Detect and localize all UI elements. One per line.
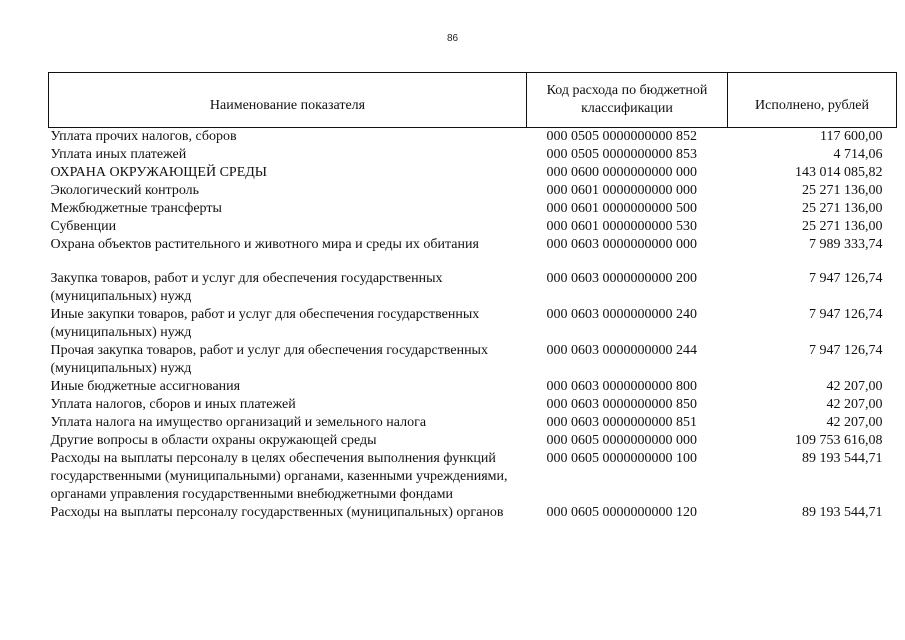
table-row bbox=[49, 146, 897, 164]
row-name: Уплата прочих налогов, сборов bbox=[50, 129, 237, 144]
row-code: 000 0603 0000000000 244 bbox=[546, 343, 697, 358]
row-amount: 7 947 126,74 bbox=[809, 307, 883, 322]
row-amount: 25 271 136,00 bbox=[802, 201, 883, 216]
table-row bbox=[49, 218, 897, 236]
row-name: Другие вопросы в области охраны окружающей среды bbox=[50, 433, 377, 448]
row-amount: 7 989 333,74 bbox=[809, 237, 883, 252]
row-name: Иные закупки товаров, работ и услуг для обеспечения государственных (муниципальных) нужд bbox=[50, 307, 480, 340]
row-amount: 7 947 126,74 bbox=[809, 271, 883, 286]
header-indicator-name: Наименование показателя bbox=[49, 73, 527, 128]
row-code: 000 0505 0000000000 853 bbox=[546, 147, 697, 162]
row-name: Иные бюджетные ассигнования bbox=[50, 379, 241, 394]
table-row bbox=[49, 128, 897, 147]
header-executed-amount: Исполнено, рублей bbox=[728, 73, 897, 128]
row-name: Прочая закупка товаров, работ и услуг для обеспечения государственных (муниципальных) нужд bbox=[50, 343, 488, 376]
row-amount: 89 193 544,71 bbox=[802, 505, 883, 520]
table-row bbox=[49, 450, 897, 504]
table-row bbox=[49, 378, 897, 396]
row-code: 000 0603 0000000000 851 bbox=[546, 415, 697, 430]
row-code: 000 0603 0000000000 000 bbox=[546, 237, 697, 252]
row-name: Субвенции bbox=[50, 219, 117, 234]
row-code: 000 0605 0000000000 100 bbox=[546, 451, 697, 466]
row-code: 000 0601 0000000000 000 bbox=[546, 183, 697, 198]
row-amount: 42 207,00 bbox=[826, 415, 883, 430]
table-row bbox=[49, 432, 897, 450]
row-code: 000 0603 0000000000 240 bbox=[546, 307, 697, 322]
row-name: Экологический контроль bbox=[50, 183, 200, 198]
row-amount: 89 193 544,71 bbox=[802, 451, 883, 466]
row-code: 000 0601 0000000000 500 bbox=[546, 201, 697, 216]
row-name: Уплата налогов, сборов и иных платежей bbox=[50, 397, 296, 412]
row-name: Охрана объектов растительного и животного мира и среды их обитания bbox=[50, 237, 479, 252]
row-code: 000 0603 0000000000 850 bbox=[546, 397, 697, 412]
table-row bbox=[49, 200, 897, 218]
table-row bbox=[49, 342, 897, 378]
row-name: Расходы на выплаты персоналу в целях обеспечения выполнения функций государственными (муниципальными) органами, казенными учреждениями, органами управления государственными внебюджетными фондами bbox=[50, 451, 508, 502]
header-expense-code: Код расхода по бюджетной классификации bbox=[527, 73, 728, 128]
row-amount: 25 271 136,00 bbox=[802, 219, 883, 234]
row-amount: 109 753 616,08 bbox=[795, 433, 883, 448]
page-number: 86 bbox=[446, 33, 459, 44]
table-row bbox=[49, 396, 897, 414]
table-header-row bbox=[49, 73, 897, 128]
row-amount: 117 600,00 bbox=[820, 129, 883, 144]
row-amount: 42 207,00 bbox=[826, 379, 883, 394]
row-name: Расходы на выплаты персоналу государственных (муниципальных) органов bbox=[50, 505, 504, 520]
table-row bbox=[49, 182, 897, 200]
row-name: Уплата налога на имущество организаций и земельного налога bbox=[50, 415, 427, 430]
row-amount: 7 947 126,74 bbox=[809, 343, 883, 358]
row-amount: 4 714,06 bbox=[833, 147, 883, 162]
row-code: 000 0505 0000000000 852 bbox=[546, 129, 697, 144]
budget-execution-table bbox=[48, 72, 897, 522]
row-spacer bbox=[49, 254, 897, 270]
row-code: 000 0603 0000000000 200 bbox=[546, 271, 697, 286]
row-code: 000 0603 0000000000 800 bbox=[546, 379, 697, 394]
table-row bbox=[49, 164, 897, 182]
row-code: 000 0605 0000000000 000 bbox=[546, 433, 697, 448]
row-code: 000 0605 0000000000 120 bbox=[546, 505, 697, 520]
table-row bbox=[49, 414, 897, 432]
row-code: 000 0601 0000000000 530 bbox=[546, 219, 697, 234]
row-amount: 42 207,00 bbox=[826, 397, 883, 412]
row-amount: 25 271 136,00 bbox=[802, 183, 883, 198]
row-name: Межбюджетные трансферты bbox=[50, 201, 222, 216]
table-row bbox=[49, 270, 897, 306]
table-row bbox=[49, 504, 897, 522]
row-amount: 143 014 085,82 bbox=[795, 165, 883, 180]
row-code: 000 0600 0000000000 000 bbox=[546, 165, 697, 180]
row-name: ОХРАНА ОКРУЖАЮЩЕЙ СРЕДЫ bbox=[50, 165, 268, 180]
row-name: Закупка товаров, работ и услуг для обеспечения государственных (муниципальных) нужд bbox=[50, 271, 443, 304]
row-name: Уплата иных платежей bbox=[50, 147, 187, 162]
table-row bbox=[49, 236, 897, 254]
table-row bbox=[49, 306, 897, 342]
